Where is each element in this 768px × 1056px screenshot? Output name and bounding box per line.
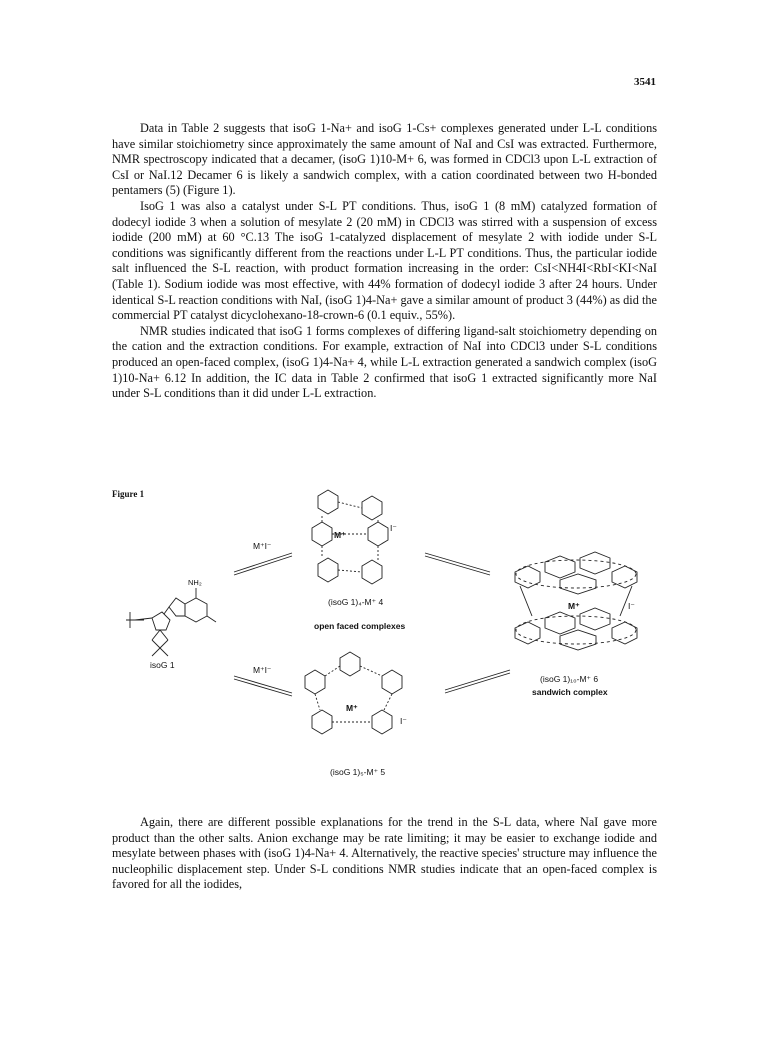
arrow-top-left bbox=[234, 553, 292, 575]
pentamer-anion: I⁻ bbox=[400, 716, 407, 726]
open-faced-title: open faced complexes bbox=[314, 621, 406, 631]
sandwich-caption: (isoG 1)₁₀-M⁺ 6 bbox=[540, 674, 599, 684]
reagent-label-top: M⁺I⁻ bbox=[253, 541, 272, 551]
tetramer-caption: (isoG 1)₄-M⁺ 4 bbox=[328, 597, 384, 607]
tetramer-structure bbox=[312, 490, 388, 584]
isoG-structure bbox=[126, 588, 216, 656]
isoG-label: isoG 1 bbox=[150, 660, 175, 670]
sandwich-title: sandwich complex bbox=[532, 687, 608, 697]
paragraph: Again, there are different possible explanations for the trend in the S-L data, where NaI gave more product than the other salts. Anion exchange may be rate limiting; it may be easier to exchange iodide and mesylate between phases with (isoG 1)4-Na+ 4. Alternatively, the reactive species' structure may influence the nucleophilic displacement step. Under S-L conditions NMR studies indicate that an open-faced complex is favored for all the iodides, bbox=[112, 815, 657, 892]
body-text-bottom bbox=[112, 815, 657, 893]
sandwich-anion: I⁻ bbox=[628, 601, 635, 611]
body-text-top bbox=[112, 121, 657, 402]
figure-1 bbox=[0, 476, 768, 786]
arrow-bottom-left bbox=[234, 676, 292, 696]
reagent-label-bottom: M⁺I⁻ bbox=[253, 665, 272, 675]
arrow-bottom-right bbox=[445, 670, 510, 693]
paragraph: Data in Table 2 suggests that isoG 1-Na+ and isoG 1-Cs+ complexes generated under L-L conditions have similar stoichiometry since approximately the same amount of NaI and CsI was extracted. Furthermore, NMR spectroscopy indicated that a decamer, (isoG 1)10-M+ 6, was formed in CDCl3 upon L-L extraction of CsI or NaI.12 Decamer 6 is likely a sandwich complex, with a cation coordinated between two H-bonded pentamers (5) (Figure 1). bbox=[112, 121, 657, 198]
tetramer-metal: M⁺ bbox=[334, 530, 346, 540]
figure-label: Figure 1 bbox=[112, 489, 145, 499]
paragraph: IsoG 1 was also a catalyst under S-L PT conditions. Thus, isoG 1 (8 mM) catalyzed formation of dodecyl iodide 3 when a solution of mesylate 2 (20 mM) in CDCl3 was stirred with a suspension of excess iodide (200 mM) at 60 °C.13 The isoG 1-catalyzed displacement of mesylate 2 with iodide under S-L conditions was significantly different from the reactions under L-L PT conditions. Thus, the particular iodide salt influenced the S-L reaction, with product formation increasing in the order: CsI<NH4I<RbI<KI<NaI (Table 1). Sodium iodide was most effective, with 44% formation of dodecyl iodide 3 after 24 hours. Under identical S-L reaction conditions with NaI, (isoG 1)4-Na+ gave a similar amount of product 3 (44%) as did the commercial PT catalyst dicyclohexano-18-crown-6 (0.1 equiv., 55%). bbox=[112, 198, 657, 323]
arrow-top-right bbox=[425, 553, 490, 575]
tetramer-anion: I⁻ bbox=[390, 523, 397, 533]
sandwich-metal: M⁺ bbox=[568, 601, 580, 611]
nh2-label: NH₂ bbox=[188, 578, 202, 587]
pentamer-caption: (isoG 1)₅-M⁺ 5 bbox=[330, 767, 386, 777]
page-number: 3541 bbox=[634, 76, 656, 88]
pentamer-metal: M⁺ bbox=[346, 703, 358, 713]
paragraph: NMR studies indicated that isoG 1 forms complexes of differing ligand-salt stoichiometry depending on the cation and the extraction conditions. For example, extraction of NaI into CDCl3 under S-L conditions produced an open-faced complex, (isoG 1)4-Na+ 4, while L-L extraction generated a sandwich complex (isoG 1)10-Na+ 6.12 In addition, the IC data in Table 2 confirmed that isoG 1 extracted significantly more NaI under S-L conditions than it did under L-L extraction. bbox=[112, 323, 657, 401]
pentamer-structure bbox=[305, 652, 402, 734]
figure-drawing bbox=[0, 476, 768, 786]
